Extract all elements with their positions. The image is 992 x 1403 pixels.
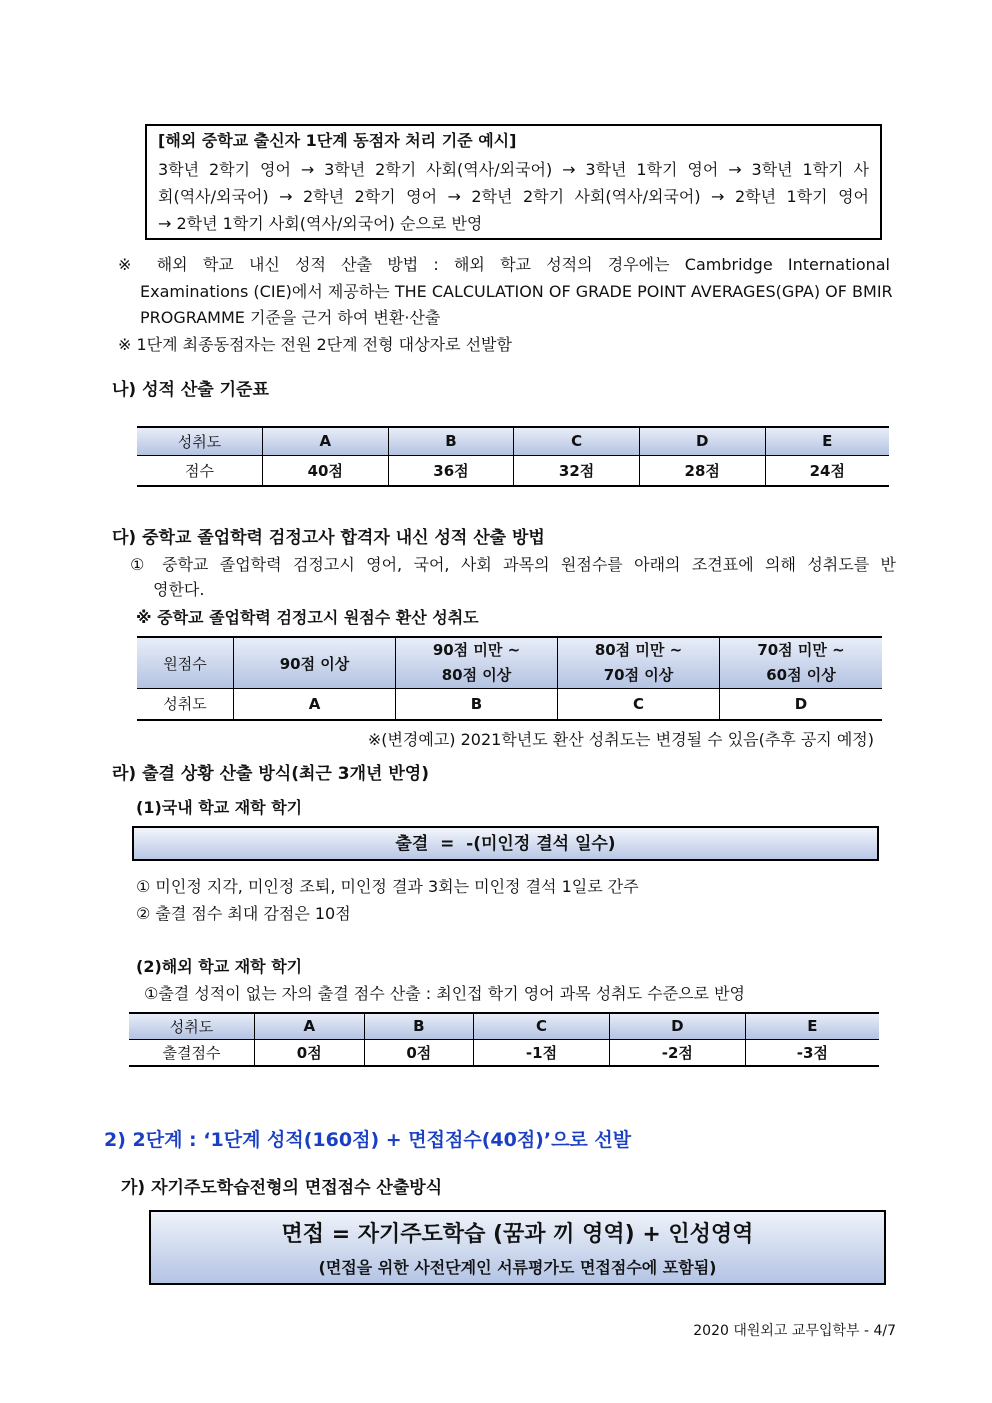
- grade-score-table: [137, 426, 889, 487]
- example-line-2: 회(역사/외국어) → 2학년 2학기 영어 → 2학년 2학기 사회(역사/외국어) → 2학년 1학기 영어: [158, 187, 869, 206]
- interview-formula-box: [149, 1210, 886, 1285]
- table-header-cell: 성취도: [129, 1013, 255, 1039]
- attendance-formula: 출결 = -(미인정 결석 일수): [395, 834, 616, 854]
- table-cell: D: [794, 694, 808, 713]
- stage2-heading: 2) 2단계 : ‘1단계 성적(160점) + 면접점수(40점)’으로 선발: [104, 1129, 632, 1151]
- section-ra-item1: ① 미인정 지각, 미인정 조퇴, 미인정 결과 3회는 미인정 결석 1일로 간주: [136, 877, 639, 896]
- stage2-subheading: 가) 자기주도학습전형의 면접점수 산출방식: [121, 1178, 443, 1198]
- table-header-cell: 성취도: [137, 427, 263, 455]
- attendance-formula-box: [132, 826, 879, 861]
- note-final-tie: ※ 1단계 최종동점자는 전원 2단계 전형 대상자로 선발함: [118, 335, 512, 354]
- table-cell: 출결점수: [129, 1039, 255, 1066]
- table-header-cell: [720, 637, 883, 689]
- table-cell: 점수: [137, 455, 263, 486]
- table-cell: 36점: [388, 455, 514, 486]
- note-overseas-gpa-line3: PROGRAMME 기준을 근거 하여 변환·산출: [140, 308, 441, 327]
- section-ra-sub1: (1)국내 학교 재학 학기: [136, 798, 303, 817]
- section-na-heading: 나) 성적 산출 기준표: [112, 380, 269, 400]
- table-cell: 28점: [639, 455, 765, 486]
- table-header-cell: B: [364, 1013, 474, 1039]
- table-header-cell: E: [745, 1013, 879, 1039]
- table-cell: C: [558, 689, 720, 720]
- table-header-cell: C: [474, 1013, 610, 1039]
- header-line: 80점 이상: [441, 666, 512, 684]
- header-line: 90점 미만 ~: [432, 641, 521, 659]
- table-cell: -1점: [474, 1039, 610, 1066]
- header-line: 70점 미만 ~: [757, 641, 845, 659]
- table-cell: 24점: [809, 461, 845, 480]
- section-ra-heading: 라) 출결 상황 산출 방식(최근 3개년 반영): [112, 764, 429, 784]
- interview-formula: 면접 = 자기주도학습 (꿈과 끼 영역) + 인성영역: [281, 1222, 754, 1247]
- header-line: 60점 이상: [766, 666, 836, 684]
- table-header-cell: E: [765, 427, 889, 455]
- table-cell: -2점: [609, 1039, 745, 1066]
- table-cell: -3점: [796, 1043, 828, 1062]
- table-header-cell: [396, 637, 558, 689]
- table-header-cell: A: [255, 1013, 365, 1039]
- overseas-attendance-table: [129, 1012, 879, 1067]
- section-ra-sub2: (2)해외 학교 재학 학기: [136, 957, 303, 976]
- table-cell: 성취도: [137, 689, 234, 720]
- change-notice: ※(변경예고) 2021학년도 환산 성취도는 변경될 수 있음(추후 공지 예정): [367, 730, 874, 749]
- tiebreak-example-box: [145, 124, 882, 240]
- note-overseas-gpa-line1: ※ 해외 학교 내신 성적 산출 방법 : 해외 학교 성적의 경우에는 Cambridge International: [118, 255, 890, 274]
- table-header-cell: A: [263, 427, 389, 455]
- example-line-1: 3학년 2학기 영어 → 3학년 2학기 사회(역사/외국어) → 3학년 1학기 영어 → 3학년 1학기 사: [158, 160, 869, 179]
- table-cell: B: [396, 689, 558, 720]
- table-cell: 0점: [255, 1039, 365, 1066]
- header-line: 80점 미만 ~: [594, 641, 683, 659]
- table-cell: A: [234, 689, 396, 720]
- note-overseas-gpa-line2: Examinations (CIE)에서 제공하는 THE CALCULATION OF GRADE POINT AVERAGES(GPA) OF BMIR: [140, 282, 893, 301]
- section-ra-sub2-item: ①출결 성적이 없는 자의 출결 점수 산출 : 최인접 학기 영어 과목 성취도 수준으로 반영: [144, 984, 745, 1003]
- section-da-item1-line1: ① 중학교 졸업학력 검정고시 영어, 국어, 사회 과목의 원점수를 아래의 조견표에 의해 성취도를 반: [130, 555, 896, 574]
- example-box-title: [해외 중학교 출신자 1단계 동점자 처리 기준 예시]: [158, 131, 517, 150]
- table-cell: 32점: [514, 455, 640, 486]
- table-header-cell: 90점 이상: [234, 637, 396, 689]
- table-header-cell: C: [514, 427, 640, 455]
- page-footer: 2020 대원외고 교무입학부 - 4/7: [693, 1323, 896, 1339]
- table-header-cell: D: [609, 1013, 745, 1039]
- table-header-cell: D: [639, 427, 765, 455]
- table-header-cell: B: [388, 427, 514, 455]
- section-da-subheading: ※ 중학교 졸업학력 검정고시 원점수 환산 성취도: [136, 608, 479, 627]
- section-da-heading: 다) 중학교 졸업학력 검정고사 합격자 내신 성적 산출 방법: [112, 528, 545, 548]
- table-header-cell: [558, 637, 720, 689]
- table-header-cell: 원점수: [137, 637, 234, 689]
- section-da-item1-line2: 영한다.: [153, 580, 205, 599]
- ged-conversion-table: [137, 636, 882, 721]
- section-ra-item2: ② 출결 점수 최대 감점은 10점: [136, 904, 351, 923]
- table-cell: 0점: [364, 1039, 474, 1066]
- header-line: 70점 이상: [603, 666, 674, 684]
- example-line-3: → 2학년 1학기 사회(역사/외국어) 순으로 반영: [158, 214, 483, 233]
- table-cell: 40점: [263, 455, 389, 486]
- interview-note: (면접을 위한 사전단계인 서류평가도 면접점수에 포함됨): [318, 1258, 717, 1277]
